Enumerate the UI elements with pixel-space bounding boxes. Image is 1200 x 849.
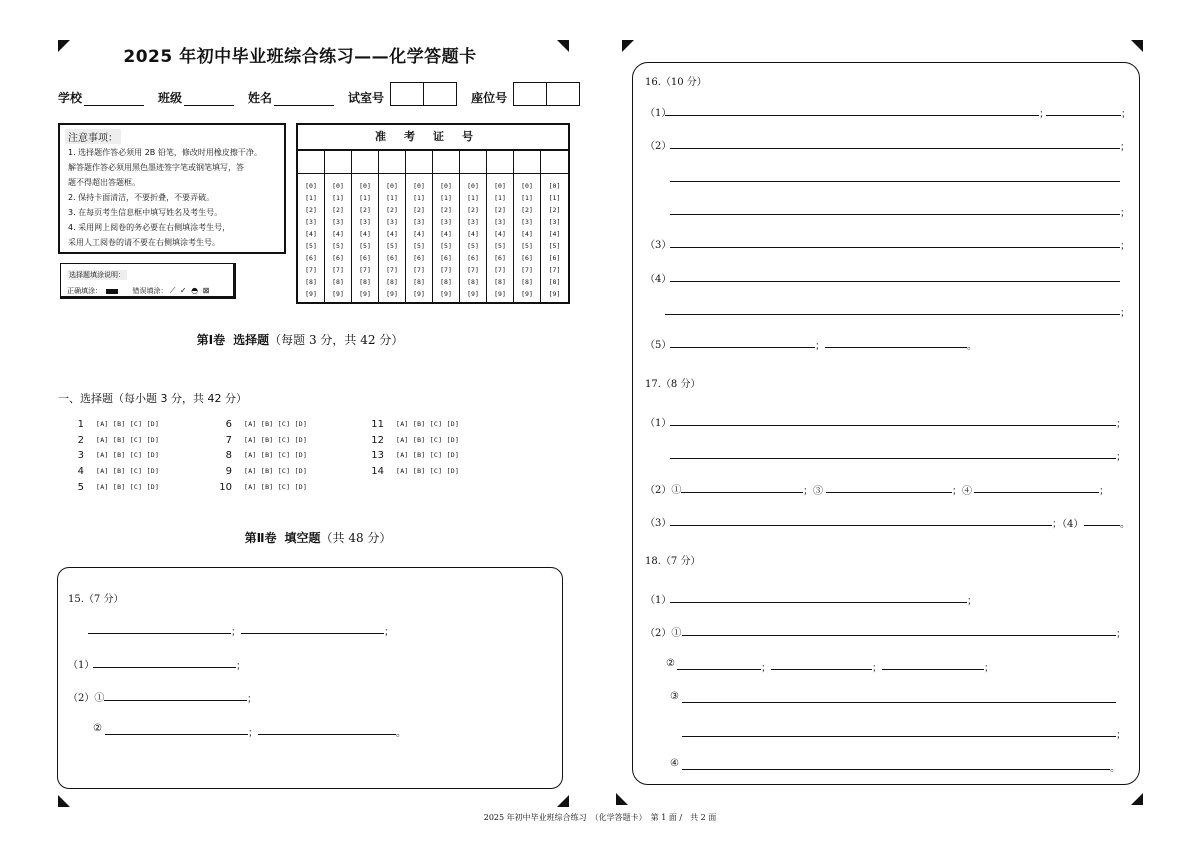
admission-digit-bubble[interactable]: [7]	[413, 266, 425, 274]
semicolon: ；	[1120, 142, 1130, 153]
semicolon: ；	[967, 596, 977, 607]
q18-part1: （1）	[645, 595, 672, 606]
q15-part2: （2）①	[68, 693, 105, 704]
school-field[interactable]	[84, 91, 144, 106]
semicolon: ；	[1099, 486, 1109, 497]
answer-line[interactable]	[670, 602, 967, 603]
answer-line[interactable]	[677, 669, 761, 670]
admission-digit-bubble[interactable]: [3]	[494, 218, 506, 226]
admission-digit-column	[406, 149, 433, 302]
admission-digit-bubble[interactable]: [7]	[305, 266, 317, 274]
mc-question-number: 6	[225, 418, 232, 430]
admission-digit-bubble[interactable]: [6]	[305, 254, 317, 262]
admission-digit-bubble[interactable]: [0]	[440, 182, 452, 190]
q15-header: 15.（7 分）	[68, 594, 124, 605]
period: 。	[967, 341, 977, 352]
corner-mark	[58, 795, 70, 807]
answer-line[interactable]	[670, 425, 1116, 426]
mc-option-bubbles[interactable]: [A] [B] [C] [D]	[244, 436, 308, 444]
answer-line[interactable]	[105, 734, 248, 735]
admission-digit-bubble[interactable]: [5]	[548, 242, 561, 250]
admission-digit-bubble[interactable]: [6]	[521, 254, 533, 262]
name-label: 姓名	[248, 91, 273, 105]
answer-line[interactable]	[241, 633, 384, 634]
mc-option-bubbles[interactable]: [A] [B] [C] [D]	[96, 451, 160, 459]
answer-line[interactable]	[1084, 525, 1120, 526]
wrong-fill-marks-icon: ⟋ ✓ ◓ ⊠	[169, 286, 211, 295]
mc-question-row	[210, 448, 307, 462]
mc-question-number: 14	[371, 465, 384, 477]
admission-digit-column	[298, 149, 325, 302]
mc-question-row	[210, 433, 307, 447]
mc-question-number: 11	[371, 418, 384, 430]
answer-line[interactable]	[682, 702, 1116, 703]
correct-fill-mark	[106, 289, 118, 294]
part2-name: 填空题	[284, 531, 321, 545]
mc-question-row	[210, 464, 307, 478]
part2-label: 第Ⅱ卷	[244, 531, 277, 545]
admission-digit-bubble[interactable]: [1]	[386, 194, 398, 202]
admission-digit-bubble[interactable]: [3]	[440, 218, 452, 226]
admission-digit-bubble[interactable]: [3]	[548, 218, 561, 226]
admission-digit-bubble[interactable]: [1]	[521, 194, 533, 202]
mc-question-number: 5	[77, 481, 84, 493]
admission-digit-bubble[interactable]: [9]	[494, 290, 506, 298]
admission-digit-bubble[interactable]: [7]	[440, 266, 452, 274]
answer-line[interactable]	[974, 492, 1099, 493]
admission-digit-bubble[interactable]: [4]	[548, 230, 561, 238]
mc-heading: 一、选择题（每小题 3 分，共 42 分）	[58, 392, 247, 405]
answer-line[interactable]	[670, 458, 1116, 459]
admission-digit-bubble[interactable]: [8]	[359, 278, 371, 286]
semicolon: ；	[1039, 109, 1049, 120]
admission-write-box[interactable]	[379, 149, 405, 174]
q15-circle2: ②	[93, 723, 102, 734]
correct-fill-label: 正确填涂：	[67, 287, 102, 295]
answer-line[interactable]	[670, 181, 1120, 182]
admission-digit-bubble[interactable]: [5]	[386, 242, 398, 250]
admission-digit-bubble[interactable]: [8]	[548, 278, 561, 286]
admission-digit-bubble[interactable]: [9]	[305, 290, 317, 298]
admission-digit-bubble[interactable]: [0]	[494, 182, 506, 190]
semicolon: ；	[872, 663, 882, 674]
fill-guide	[60, 263, 236, 299]
admission-digit-bubble[interactable]: [9]	[440, 290, 452, 298]
admission-digit-bubble[interactable]: [6]	[467, 254, 479, 262]
admission-digit-bubble[interactable]: [5]	[332, 242, 344, 250]
answer-line[interactable]	[670, 525, 1052, 526]
notice-line: 题不得超出答题框。	[68, 178, 140, 187]
admission-digit-bubble[interactable]: [1]	[494, 194, 506, 202]
q17-part4: ；（4）	[1052, 519, 1084, 530]
mc-option-bubbles[interactable]: [A] [B] [C] [D]	[96, 436, 160, 444]
notice-box	[58, 123, 286, 254]
answer-line[interactable]	[104, 700, 247, 701]
semicolon: ；	[815, 341, 825, 352]
admission-write-box[interactable]	[460, 149, 486, 174]
q18-circle2: ②	[666, 658, 675, 669]
semicolon: ；	[247, 694, 257, 705]
admission-digit-bubble[interactable]: [5]	[467, 242, 479, 250]
q17-part3: （3）	[645, 518, 672, 529]
admission-digit-bubble[interactable]: [0]	[548, 182, 561, 190]
admission-digit-column	[379, 149, 406, 302]
mc-question-row	[62, 464, 159, 478]
admission-write-box[interactable]	[514, 149, 540, 174]
admission-digit-bubble[interactable]: [8]	[494, 278, 506, 286]
semicolon: ；	[1116, 452, 1126, 463]
answer-line[interactable]	[665, 314, 1120, 315]
q16-header: 16.（10 分）	[645, 77, 707, 88]
answer-line[interactable]	[670, 148, 1120, 149]
q18-circle3: ③	[670, 691, 679, 702]
admission-digit-bubble[interactable]: [2]	[494, 206, 506, 214]
admission-digit-bubble[interactable]: [4]	[359, 230, 371, 238]
admission-digit-bubble[interactable]: [2]	[467, 206, 479, 214]
answer-line[interactable]	[682, 769, 1110, 770]
notice-line: 解答题作答必须用黑色墨迹签字笔或钢笔填写，答	[68, 163, 244, 172]
admission-digit-bubble[interactable]: [4]	[467, 230, 479, 238]
admission-digit-bubble[interactable]: [5]	[440, 242, 452, 250]
semicolon: ；	[1116, 730, 1126, 741]
answer-line[interactable]	[670, 247, 1120, 248]
room-boxes[interactable]	[390, 82, 457, 106]
admission-digit-bubble[interactable]: [0]	[332, 182, 344, 190]
admission-digit-bubble[interactable]: [4]	[386, 230, 398, 238]
notice-line: 1. 选择题作答必须用 2B 铅笔，修改时用橡皮擦干净。	[68, 148, 262, 157]
mc-question-row	[62, 433, 159, 447]
q16-part1: （1）	[645, 108, 672, 119]
semicolon: ；	[1120, 308, 1130, 319]
corner-mark	[557, 795, 569, 807]
admission-write-box[interactable]	[406, 149, 432, 174]
admission-digit-bubble[interactable]: [2]	[332, 206, 344, 214]
admission-digit-bubble[interactable]: [4]	[332, 230, 344, 238]
seat-boxes[interactable]	[513, 82, 580, 106]
admission-write-box[interactable]	[352, 149, 378, 174]
mc-question-number: 4	[77, 465, 84, 477]
mc-question-number: 8	[225, 449, 232, 461]
corner-mark	[1131, 40, 1143, 52]
admission-write-box[interactable]	[325, 149, 351, 174]
answer-line[interactable]	[88, 633, 231, 634]
admission-digit-bubble[interactable]: [8]	[413, 278, 425, 286]
mc-option-bubbles[interactable]: [A] [B] [C] [D]	[96, 467, 160, 475]
page-footer: 2025 年初中毕业班综合练习 （化学答题卡） 第 1 面 / 共 2 面	[483, 813, 717, 822]
admission-digit-bubble[interactable]: [4]	[494, 230, 506, 238]
admission-digit-bubble[interactable]: [0]	[386, 182, 398, 190]
admission-digit-bubble[interactable]: [7]	[494, 266, 506, 274]
semicolon: ；	[236, 661, 246, 672]
admission-digit-bubble[interactable]: [7]	[521, 266, 533, 274]
admission-digit-column	[352, 149, 379, 302]
q17-part1: （1）	[645, 418, 672, 429]
mc-question-row	[362, 433, 459, 447]
admission-digit-bubble[interactable]: [1]	[332, 194, 344, 202]
mc-question-row	[362, 464, 459, 478]
part2-heading	[0, 529, 636, 546]
admission-digit-column	[433, 149, 460, 302]
seat-label: 座位号	[471, 91, 508, 105]
admission-digit-bubble[interactable]: [0]	[521, 182, 533, 190]
admission-digit-bubble[interactable]: [2]	[521, 206, 533, 214]
admission-digit-bubble[interactable]: [7]	[359, 266, 371, 274]
mc-question-row	[362, 448, 459, 462]
admission-digit-bubble[interactable]: [9]	[521, 290, 533, 298]
admission-digit-bubble[interactable]: [7]	[548, 266, 561, 274]
period: 。	[1120, 519, 1130, 530]
admission-digit-bubble[interactable]: [2]	[305, 206, 317, 214]
admission-digit-bubble[interactable]: [9]	[332, 290, 344, 298]
mc-question-row	[210, 417, 307, 431]
admission-digit-bubble[interactable]: [1]	[359, 194, 371, 202]
admission-digit-bubble[interactable]: [5]	[413, 242, 425, 250]
admission-digit-bubble[interactable]: [4]	[440, 230, 452, 238]
mc-option-bubbles[interactable]: [A] [B] [C] [D]	[96, 483, 160, 491]
name-field[interactable]	[274, 91, 334, 106]
mc-question-number: 10	[219, 481, 232, 493]
admission-digit-bubble[interactable]: [6]	[332, 254, 344, 262]
semicolon: ；	[248, 728, 258, 739]
admission-digit-column	[541, 149, 568, 302]
admission-digit-bubble[interactable]: [5]	[521, 242, 533, 250]
school-label: 学校	[58, 91, 83, 105]
semicolon: ；	[384, 627, 394, 638]
admission-digit-bubble[interactable]: [1]	[548, 194, 561, 202]
admission-digit-bubble[interactable]: [6]	[548, 254, 561, 262]
admission-digit-column	[325, 149, 352, 302]
q16-part5: （5）	[645, 340, 672, 351]
wrong-fill-label: 错误填涂：	[132, 287, 168, 295]
corner-mark	[1131, 793, 1143, 805]
notice-line: 3. 在每页考生信息框中填写姓名及考生号。	[68, 208, 223, 217]
admission-digit-bubble[interactable]: [6]	[359, 254, 371, 262]
semicolon: ；	[761, 663, 771, 674]
notice-line: 采用人工阅卷的请不要在右侧填涂考生号。	[68, 238, 220, 247]
mc-question-number: 3	[77, 449, 84, 461]
answer-line[interactable]	[826, 492, 952, 493]
q18-circle4: ④	[670, 758, 679, 769]
fill-guide-row	[67, 286, 210, 296]
q17-part2: （2）①	[645, 485, 682, 496]
mc-option-bubbles[interactable]: [A] [B] [C] [D]	[396, 467, 460, 475]
admission-digit-column	[514, 149, 541, 302]
admission-digit-bubble[interactable]: [2]	[440, 206, 452, 214]
mc-question-row	[62, 448, 159, 462]
q17-header: 17.（8 分）	[645, 379, 701, 390]
mc-option-bubbles[interactable]: [A] [B] [C] [D]	[396, 420, 460, 428]
answer-line[interactable]	[670, 214, 1120, 215]
answer-line[interactable]	[771, 669, 872, 670]
admission-digit-bubble[interactable]: [2]	[386, 206, 398, 214]
admission-digit-bubble[interactable]: [8]	[521, 278, 533, 286]
admission-digit-bubble[interactable]: [9]	[413, 290, 425, 298]
answer-line[interactable]	[1046, 115, 1121, 116]
admission-digit-bubble[interactable]: [5]	[305, 242, 317, 250]
answer-line[interactable]	[825, 347, 967, 348]
part1-name: 选择题	[233, 333, 270, 347]
mc-question-number: 9	[225, 465, 232, 477]
admission-digit-bubble[interactable]: [3]	[413, 218, 425, 226]
mc-question-number: 7	[225, 434, 232, 446]
admission-title: 准考证号	[298, 125, 568, 151]
admission-digit-bubble[interactable]: [8]	[440, 278, 452, 286]
notice-line: 2. 保持卡面清洁，不要折叠，不要弄破。	[68, 193, 215, 202]
mc-question-row	[62, 480, 159, 494]
class-label: 班级	[158, 91, 183, 105]
admission-digit-bubble[interactable]: [1]	[413, 194, 425, 202]
admission-digit-bubble[interactable]: [9]	[359, 290, 371, 298]
mc-option-bubbles[interactable]: [A] [B] [C] [D]	[244, 483, 308, 491]
q16-part3: （3）	[645, 240, 672, 251]
q16-part4: （4）	[645, 274, 672, 285]
notice-title: 注意事项：	[65, 129, 121, 144]
admission-digit-column	[487, 149, 514, 302]
corner-mark	[622, 40, 634, 52]
mc-option-bubbles[interactable]: [A] [B] [C] [D]	[244, 420, 308, 428]
mc-option-bubbles[interactable]: [A] [B] [C] [D]	[244, 451, 308, 459]
admission-digit-bubble[interactable]: [0]	[305, 182, 317, 190]
admission-digit-bubble[interactable]: [0]	[467, 182, 479, 190]
q18-part2: （2）①	[645, 628, 682, 639]
page-title: 2025 年初中毕业班综合练习——化学答题卡	[123, 47, 477, 67]
semicolon: ；	[1120, 241, 1130, 252]
answer-box-q15	[57, 567, 563, 789]
mc-option-bubbles[interactable]: [A] [B] [C] [D]	[96, 420, 160, 428]
semicolon: ；	[1121, 109, 1131, 120]
notice-line: 4. 采用网上阅卷的务必要在右侧填涂考生号，	[68, 223, 231, 232]
answer-line[interactable]	[93, 667, 236, 668]
admission-digit-bubble[interactable]: [4]	[305, 230, 317, 238]
admission-digit-bubble[interactable]: [4]	[413, 230, 425, 238]
admission-digit-bubble[interactable]: [3]	[521, 218, 533, 226]
admission-digit-bubble[interactable]: [8]	[467, 278, 479, 286]
admission-digit-bubble[interactable]: [1]	[467, 194, 479, 202]
admission-digit-bubble[interactable]: [2]	[413, 206, 425, 214]
admission-digit-bubble[interactable]: [3]	[467, 218, 479, 226]
admission-write-box[interactable]	[487, 149, 513, 174]
answer-line[interactable]	[670, 281, 1120, 282]
admission-digit-bubble[interactable]: [6]	[386, 254, 398, 262]
admission-digit-bubble[interactable]: [1]	[440, 194, 452, 202]
part1-label: 第Ⅰ卷	[196, 333, 226, 347]
answer-line[interactable]	[882, 669, 984, 670]
answer-line[interactable]	[682, 635, 1116, 636]
admission-digit-bubble[interactable]: [5]	[494, 242, 506, 250]
answer-box-q16-18	[632, 62, 1140, 785]
admission-write-box[interactable]	[298, 149, 324, 174]
admission-digit-bubble[interactable]: [0]	[413, 182, 425, 190]
q15-part1: （1）	[68, 660, 95, 671]
admission-digit-bubble[interactable]: [8]	[332, 278, 344, 286]
fill-guide-title: 选择题填涂说明：	[69, 271, 125, 279]
admission-write-box[interactable]	[433, 149, 459, 174]
corner-mark	[616, 793, 628, 805]
semicolon: ；	[984, 663, 994, 674]
admission-digit-bubble[interactable]: [7]	[332, 266, 344, 274]
mc-question-row	[62, 417, 159, 431]
q16-part2: （2）	[645, 141, 672, 152]
admission-digit-bubble[interactable]: [5]	[359, 242, 371, 250]
admission-digit-bubble[interactable]: [8]	[386, 278, 398, 286]
admission-digit-bubble[interactable]: [6]	[413, 254, 425, 262]
semicolon: ；	[1116, 419, 1126, 430]
admission-digit-bubble[interactable]: [8]	[305, 278, 317, 286]
room-label: 试室号	[348, 91, 385, 105]
q18-header: 18.（7 分）	[645, 556, 701, 567]
admission-digit-bubble[interactable]: [3]	[359, 218, 371, 226]
mc-question-row	[362, 417, 459, 431]
semicolon: ；	[1120, 208, 1130, 219]
admission-digit-column	[460, 149, 487, 302]
student-info	[58, 82, 594, 106]
semicolon: ；	[231, 627, 241, 638]
answer-line[interactable]	[665, 115, 1039, 116]
mc-option-bubbles[interactable]: [A] [B] [C] [D]	[396, 436, 460, 444]
admission-digit-bubble[interactable]: [3]	[332, 218, 344, 226]
answer-line[interactable]	[681, 492, 803, 493]
mc-question-number: 1	[77, 418, 84, 430]
admission-digit-bubble[interactable]: [6]	[440, 254, 452, 262]
admission-digit-bubble[interactable]: [2]	[359, 206, 371, 214]
admission-digit-bubble[interactable]: [0]	[359, 182, 371, 190]
mc-question-number: 13	[371, 449, 384, 461]
admission-digit-bubble[interactable]: [4]	[521, 230, 533, 238]
admission-digit-bubble[interactable]: [2]	[548, 206, 561, 214]
period: 。	[1110, 763, 1120, 774]
admission-digit-bubble[interactable]: [9]	[467, 290, 479, 298]
class-field[interactable]	[184, 91, 234, 106]
admission-digit-bubble[interactable]: [9]	[386, 290, 398, 298]
admission-write-box[interactable]	[541, 149, 568, 174]
mc-question-number: 2	[77, 434, 84, 446]
period: 。	[396, 728, 406, 739]
admission-number-grid	[296, 123, 570, 304]
admission-digit-bubble[interactable]: [7]	[467, 266, 479, 274]
q17-circle3: ；③	[803, 486, 823, 497]
part1-heading	[0, 331, 600, 348]
admission-digit-bubble[interactable]: [6]	[494, 254, 506, 262]
admission-digit-bubble[interactable]: [3]	[305, 218, 317, 226]
answer-line[interactable]	[258, 734, 396, 735]
q17-circle4: ；④	[952, 486, 972, 497]
mc-question-number: 12	[371, 434, 384, 446]
mc-option-bubbles[interactable]: [A] [B] [C] [D]	[396, 451, 460, 459]
semicolon: ；	[1116, 629, 1126, 640]
admission-digit-bubble[interactable]: [3]	[386, 218, 398, 226]
admission-digit-bubble[interactable]: [1]	[305, 194, 317, 202]
part2-note: （共 48 分）	[320, 531, 392, 545]
admission-digit-bubble[interactable]: [7]	[386, 266, 398, 274]
answer-line[interactable]	[670, 347, 815, 348]
admission-digit-bubble[interactable]: [9]	[548, 290, 561, 298]
part1-note: （每题 3 分，共 42 分）	[269, 333, 404, 347]
answer-line[interactable]	[682, 736, 1116, 737]
mc-question-row	[210, 480, 307, 494]
mc-option-bubbles[interactable]: [A] [B] [C] [D]	[244, 467, 308, 475]
